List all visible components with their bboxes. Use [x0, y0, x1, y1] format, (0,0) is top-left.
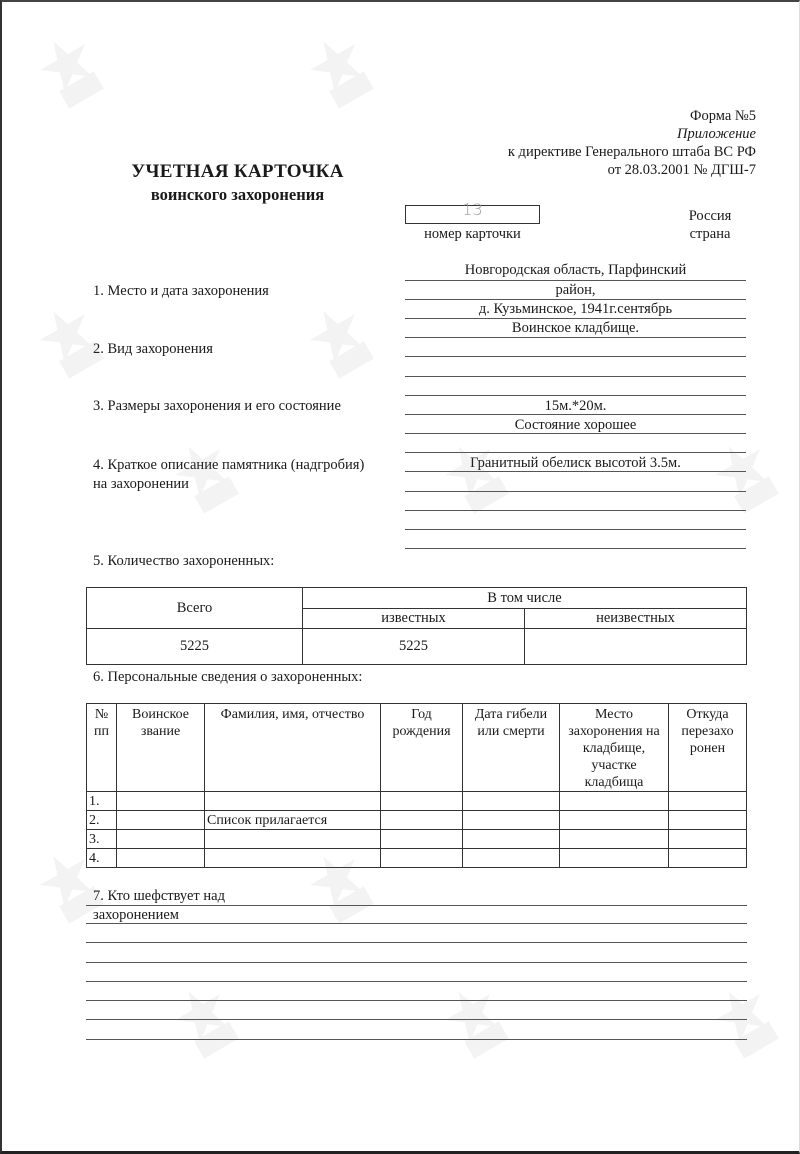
underline: [405, 529, 746, 530]
underline: [86, 923, 747, 924]
underline: [405, 414, 746, 415]
country-label: страна: [689, 226, 731, 242]
section-7-label-line-1: 7. Кто шефствует над: [93, 888, 225, 904]
underline: [86, 942, 747, 943]
row-number: 4.: [87, 849, 117, 868]
cell-reburied-from: [669, 792, 747, 811]
cell-birth-year: [381, 811, 463, 830]
cell-rank: [117, 830, 205, 849]
cell-reburied-from: [669, 849, 747, 868]
total-header: Всего: [87, 588, 303, 629]
row-number: 2.: [87, 811, 117, 830]
table-row: [87, 830, 747, 849]
col-full-name: Фамилия, имя, отчество: [205, 704, 381, 792]
cell-rank: [117, 849, 205, 868]
cell-reburied-from: [669, 811, 747, 830]
personal-data-table: [86, 703, 747, 868]
row-number: 3.: [87, 830, 117, 849]
underline: [405, 337, 746, 338]
known-value: 5225: [303, 629, 525, 665]
section-1-line-2: район,: [555, 282, 596, 298]
burial-count-table: [86, 587, 747, 665]
cell-burial-place: [560, 830, 669, 849]
underline: [405, 395, 746, 396]
card-number-value: 13: [462, 200, 483, 219]
title-main: УЧЕТНАЯ КАРТОЧКА: [131, 161, 344, 182]
section-3-line-1: 15м.*20м.: [544, 398, 607, 414]
cell-full-name: Список прилагается: [205, 811, 381, 830]
col-number: № пп: [87, 704, 117, 792]
cell-death-date: [463, 811, 560, 830]
cell-death-date: [463, 830, 560, 849]
underline: [405, 376, 746, 377]
underline: [86, 962, 747, 963]
section-4-line-1: Гранитный обелиск высотой 3.5м.: [470, 455, 681, 471]
cell-full-name: [205, 792, 381, 811]
cell-death-date: [463, 849, 560, 868]
row-number: 1.: [87, 792, 117, 811]
col-rank: Воинское звание: [117, 704, 205, 792]
document-title: [120, 160, 355, 206]
underline: [86, 905, 747, 906]
col-death-date: Дата гибели или смерти: [463, 704, 560, 792]
section-1-line-1: Новгородская область, Парфинский: [464, 262, 687, 278]
cell-burial-place: [560, 811, 669, 830]
appendix-label: Приложение: [677, 126, 756, 142]
unknown-header: неизвестных: [525, 609, 747, 629]
table-row: [87, 811, 747, 830]
cell-burial-place: [560, 792, 669, 811]
title-sub: воинского захоронения: [150, 185, 325, 204]
section-1-line-3: д. Кузьминское, 1941г.сентябрь: [478, 301, 673, 317]
section-1-label: 1. Место и дата захоронения: [93, 283, 269, 299]
form-number: Форма №5: [690, 108, 756, 124]
section-6-label: 6. Персональные сведения о захороненных:: [93, 669, 363, 685]
section-5-label: 5. Количество захороненных:: [93, 553, 275, 569]
col-reburied-from: Откуда перезахо ронен: [669, 704, 747, 792]
section-2-label: 2. Вид захоронения: [93, 341, 213, 357]
table-row: [87, 792, 747, 811]
cell-rank: [117, 811, 205, 830]
col-burial-place: Место захоронения на кладбище, участке кладбища: [560, 704, 669, 792]
table-row: [87, 849, 747, 868]
including-header: В том числе: [303, 588, 747, 609]
cell-reburied-from: [669, 830, 747, 849]
cell-full-name: [205, 830, 381, 849]
unknown-value: [525, 629, 747, 665]
directive-text: к директиве Генерального штаба ВС РФ: [507, 144, 756, 160]
underline: [405, 548, 746, 549]
cell-birth-year: [381, 830, 463, 849]
section-3-label: 3. Размеры захоронения и его состояние: [93, 398, 341, 414]
country-value: Россия: [688, 208, 732, 224]
directive-date: от 28.03.2001 № ДГШ-7: [607, 162, 756, 178]
card-number-label: номер карточки: [424, 226, 521, 242]
section-4-label-line-2: на захоронении: [93, 476, 189, 492]
section-2-line-1: Воинское кладбище.: [511, 320, 640, 336]
table-header-row: [87, 704, 747, 792]
section-3-line-2: Состояние хорошее: [514, 417, 637, 433]
cell-burial-place: [560, 849, 669, 868]
cell-rank: [117, 792, 205, 811]
section-4-label-line-1: 4. Краткое описание памятника (надгробия): [93, 457, 365, 473]
cell-birth-year: [381, 849, 463, 868]
section-7-label-line-2: захоронением: [93, 907, 179, 923]
underline: [405, 510, 746, 511]
cell-death-date: [463, 792, 560, 811]
underline: [405, 433, 746, 434]
col-birth-year: Год рождения: [381, 704, 463, 792]
underline: [86, 981, 747, 982]
cell-birth-year: [381, 792, 463, 811]
known-header: известных: [303, 609, 525, 629]
form-header: [436, 107, 756, 179]
country-block: [680, 207, 740, 243]
underline: [405, 356, 746, 357]
total-value: 5225: [87, 629, 303, 665]
